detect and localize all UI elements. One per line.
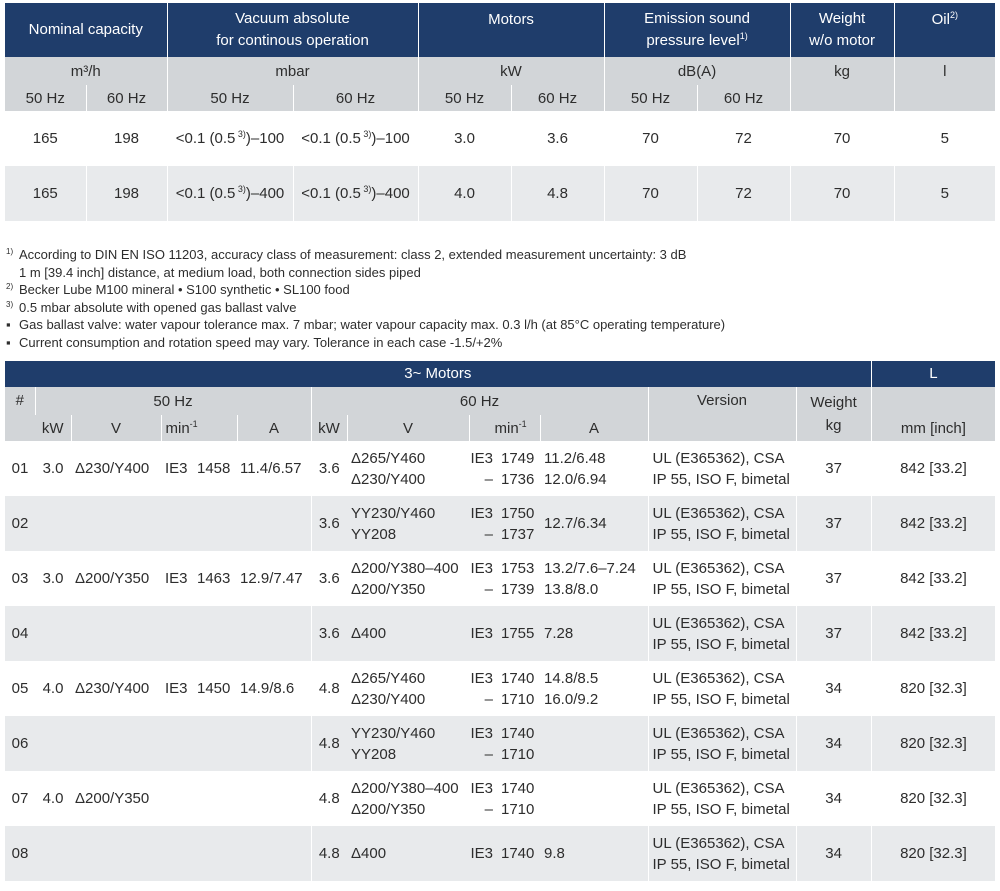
current-60hz	[540, 771, 648, 826]
ie-class-50hz	[161, 716, 194, 771]
kw-50hz	[35, 716, 71, 771]
row-number: 04	[5, 606, 35, 661]
motors-table	[5, 361, 995, 881]
length-mm-inch: 820 [32.3]	[871, 826, 995, 881]
version: UL (E365362), CSA IP 55, ISO F, bimetal	[648, 551, 796, 606]
unit-capacity: m³/h	[70, 62, 101, 80]
version: UL (E365362), CSA IP 55, ISO F, bimetal	[648, 771, 796, 826]
row-number: 01	[11, 460, 29, 477]
freq-50hz: 50 Hz	[167, 85, 293, 111]
kw-50hz	[35, 606, 71, 661]
freq-50hz: 50 Hz	[418, 85, 511, 111]
ie-class-60hz: IE3 –	[470, 669, 493, 708]
header-3-motors: 3~ Motors	[404, 365, 472, 382]
kw-60hz: 3.6	[311, 496, 347, 551]
current-50hz	[237, 606, 311, 661]
unit-weight: kg	[790, 57, 894, 111]
header-number: #	[15, 392, 24, 409]
freq-60hz: 60 Hz	[86, 85, 167, 111]
version: UL (E365362), CSA IP 55, ISO F, bimetal	[648, 716, 796, 771]
voltage-50hz: Δ200/Y350	[75, 790, 150, 807]
motor-row-08	[5, 826, 995, 881]
voltage-60hz: Δ265/Y460 Δ230/Y400	[351, 669, 426, 708]
header-kw: kW	[41, 419, 64, 437]
length-mm-inch: 820 [32.3]	[871, 661, 995, 716]
voltage-60hz: Δ200/Y380–400 Δ200/Y350	[351, 559, 459, 598]
unit-oil: l	[894, 57, 995, 111]
ie-class-50hz: IE3	[165, 570, 188, 587]
kw-50hz: 4.0	[42, 790, 64, 807]
weight-kg: 34	[796, 771, 871, 826]
unit-vacuum: mbar	[167, 57, 418, 85]
version: UL (E365362), CSA IP 55, ISO F, bimetal	[648, 826, 796, 881]
freq-60hz: 60 Hz	[697, 85, 790, 111]
header-version: Version	[648, 387, 796, 441]
rpm-50hz: 1450	[197, 680, 231, 697]
ie-class-50hz	[161, 496, 194, 551]
kw-50hz	[35, 826, 71, 881]
version: UL (E365362), CSA IP 55, ISO F, bimetal	[648, 496, 796, 551]
current-50hz	[237, 496, 311, 551]
row-number: 06	[5, 716, 35, 771]
current-60hz: 11.2/6.48 12.0/6.94	[544, 449, 607, 488]
kw-60hz: 4.8	[311, 771, 347, 826]
rpm-60hz: 1740	[497, 826, 540, 881]
header-50hz: 50 Hz	[35, 387, 311, 415]
voltage-50hz	[71, 716, 161, 771]
motor-row-03	[5, 551, 995, 606]
ie-class-50hz	[161, 826, 194, 881]
voltage-60hz: Δ265/Y460 Δ230/Y400	[351, 449, 426, 488]
freq-50hz: 50 Hz	[604, 85, 697, 111]
rpm-60hz: 1740 1710	[501, 669, 535, 708]
version: UL (E365362), CSA IP 55, ISO F, bimetal	[648, 606, 796, 661]
row-number: 08	[5, 826, 35, 881]
header-emission: Emission sound pressure level$^{1)}$	[604, 3, 790, 57]
ie-class-60hz: IE3 –	[470, 779, 493, 818]
ie-class-60hz: IE3 –	[470, 559, 493, 598]
row-number: 03	[11, 570, 29, 587]
voltage-60hz: Δ400	[347, 606, 469, 661]
motor-row-04	[5, 606, 995, 661]
kw-50hz	[35, 496, 71, 551]
length-mm-inch: 842 [33.2]	[871, 496, 995, 551]
motor-row-07	[5, 771, 995, 826]
kw-60hz: 4.8	[311, 716, 347, 771]
header-60hz: 60 Hz	[311, 387, 648, 415]
kw-60hz: 3.6	[311, 606, 347, 661]
rpm-50hz: 1463	[197, 570, 231, 587]
freq-50hz: 50 Hz	[25, 89, 65, 107]
freq-60hz: 60 Hz	[511, 85, 604, 111]
header-v: V	[347, 415, 469, 441]
length-mm-inch: 820 [32.3]	[871, 716, 995, 771]
motor-row-06	[5, 716, 995, 771]
rpm-50hz: 1458	[197, 460, 231, 477]
header-weight: Weight w/o motor	[790, 3, 894, 57]
motor-row-05	[5, 661, 995, 716]
current-60hz: 9.8	[540, 826, 648, 881]
voltage-50hz	[71, 606, 161, 661]
voltage-50hz	[71, 496, 161, 551]
current-60hz: 13.2/7.6–7.24 13.8/8.0	[544, 559, 636, 598]
header-min: $\min^{-1}$	[469, 415, 540, 441]
kw-50hz: 4.0	[42, 680, 64, 697]
header-nominal-capacity: Nominal capacity	[28, 21, 143, 38]
current-50hz	[237, 716, 311, 771]
current-60hz: 12.7/6.34	[540, 496, 648, 551]
footnote: 1) According to DIN EN ISO 11203, accuracy class of measurement: class 2, extended measurement uncertainty: 3 dB	[6, 247, 687, 262]
kw-60hz: 4.8	[311, 826, 347, 881]
kw-60hz: 4.8	[311, 661, 347, 716]
length-mm-inch: 842 [33.2]	[871, 441, 995, 496]
header-motors: Motors	[418, 3, 604, 57]
rpm-50hz	[194, 716, 237, 771]
version: UL (E365362), CSA IP 55, ISO F, bimetal	[648, 441, 796, 496]
ie-class-50hz	[161, 606, 194, 661]
length-mm-inch: 820 [32.3]	[871, 771, 995, 826]
table-row: 165 198 <0.1 (0.5 $^{3)}$)–100 <0.1 (0.5 $^{3)}$)–100 3.0 3.6 70 72 70 5	[5, 111, 995, 166]
ie-class-60hz: IE3 –	[469, 496, 497, 551]
header-length: L	[871, 361, 995, 387]
footnote: 3) 0.5 mbar absolute with opened gas ballast valve	[6, 299, 297, 315]
current-50hz: 12.9/7.47	[240, 570, 303, 587]
current-50hz: 11.4/6.57	[240, 460, 302, 477]
header-v: V	[71, 415, 161, 441]
voltage-60hz: YY230/Y460 YY208	[347, 716, 469, 771]
current-50hz: 14.9/8.6	[240, 680, 295, 697]
footnote: ▪ Current consumption and rotation speed may vary. Tolerance in each case -1.5/+2%	[6, 334, 503, 350]
header-oil: Oil$^{2)}$	[894, 3, 995, 57]
current-60hz: 14.8/8.5 16.0/9.2	[544, 669, 599, 708]
ie-class-50hz: IE3	[165, 680, 188, 697]
voltage-50hz: Δ230/Y400	[75, 460, 150, 477]
weight-kg: 37	[796, 551, 871, 606]
rpm-50hz	[194, 496, 237, 551]
footnote: 1 m [39.4 inch] distance, at medium load, both connection sides piped	[19, 264, 421, 280]
row-number: 05	[11, 680, 29, 697]
ie-class-60hz: IE3 –	[470, 449, 493, 488]
voltage-60hz: Δ200/Y380–400 Δ200/Y350	[351, 779, 459, 818]
kw-50hz: 3.0	[42, 460, 64, 477]
length-mm-inch: 842 [33.2]	[871, 551, 995, 606]
freq-60hz: 60 Hz	[293, 85, 418, 111]
weight-kg: 37	[796, 606, 871, 661]
header-kw: kW	[311, 415, 347, 441]
weight-kg: 34	[796, 716, 871, 771]
header-weight: Weight kg	[796, 387, 871, 441]
header-mm-inch: mm [inch]	[871, 387, 995, 441]
voltage-50hz: Δ200/Y350	[75, 570, 150, 587]
header-vacuum: Vacuum absolute for continous operation	[167, 3, 418, 57]
header-a: A	[237, 415, 311, 441]
ie-class-60hz: IE3	[469, 606, 497, 661]
current-60hz: 7.28	[540, 606, 648, 661]
rpm-60hz: 1740 1710	[501, 779, 535, 818]
length-mm-inch: 842 [33.2]	[871, 606, 995, 661]
rpm-50hz	[194, 826, 237, 881]
header-min: $\min^{-1}$	[161, 415, 237, 441]
row-number: 02	[5, 496, 35, 551]
motor-row-02	[5, 496, 995, 551]
kw-50hz: 3.0	[42, 570, 64, 587]
ie-class-60hz: IE3	[469, 826, 497, 881]
weight-kg: 34	[796, 661, 871, 716]
voltage-60hz: YY230/Y460 YY208	[347, 496, 469, 551]
current-60hz	[540, 716, 648, 771]
version: UL (E365362), CSA IP 55, ISO F, bimetal	[648, 661, 796, 716]
voltage-60hz: Δ400	[347, 826, 469, 881]
rpm-60hz: 1750 1737	[497, 496, 540, 551]
footnote: 2) Becker Lube M100 mineral • S100 synthetic • SL100 food	[6, 282, 350, 297]
voltage-50hz: Δ230/Y400	[75, 680, 150, 697]
motor-row-01	[5, 441, 995, 496]
voltage-50hz	[71, 826, 161, 881]
performance-table	[5, 3, 995, 221]
rpm-50hz	[194, 771, 237, 826]
ie-class-50hz	[161, 771, 194, 826]
weight-kg: 37	[796, 496, 871, 551]
current-50hz	[237, 771, 311, 826]
ie-class-50hz: IE3	[165, 460, 188, 477]
footnotes	[6, 246, 996, 351]
weight-kg: 34	[796, 826, 871, 881]
rpm-50hz	[194, 606, 237, 661]
kw-60hz: 3.6	[311, 441, 347, 496]
current-50hz	[237, 826, 311, 881]
rpm-60hz: 1749 1736	[501, 449, 535, 488]
unit-emission: dB(A)	[604, 57, 790, 85]
ie-class-60hz: IE3 –	[469, 716, 497, 771]
row-number: 07	[11, 790, 29, 807]
rpm-60hz: 1740 1710	[497, 716, 540, 771]
weight-kg: 37	[796, 441, 871, 496]
footnote: ▪ Gas ballast valve: water vapour tolerance max. 7 mbar; water vapour capacity max. 0.3 l/h (at 85°C operating temperature)	[6, 317, 726, 332]
rpm-60hz: 1753 1739	[501, 559, 535, 598]
rpm-60hz: 1755	[497, 606, 540, 661]
kw-60hz: 3.6	[311, 551, 347, 606]
table-row: 165 198 <0.1 (0.5 $^{3)}$)–400 <0.1 (0.5 $^{3)}$)–400 4.0 4.8 70 72 70 5	[5, 166, 995, 221]
header-a: A	[540, 415, 648, 441]
unit-motors: kW	[418, 57, 604, 85]
